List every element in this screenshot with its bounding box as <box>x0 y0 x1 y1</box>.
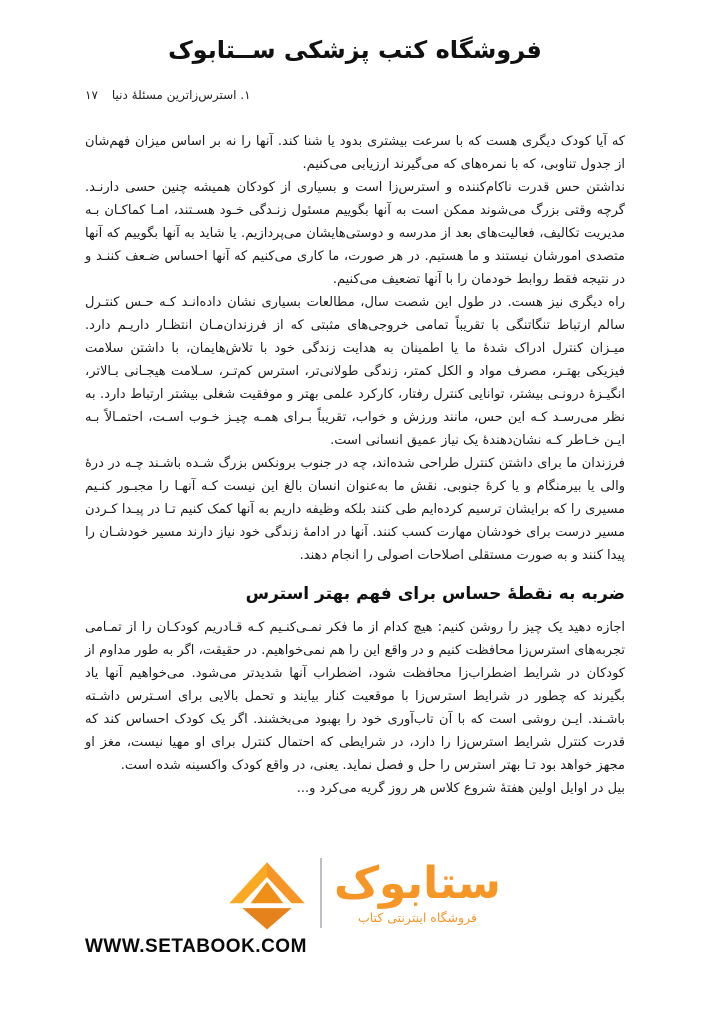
page-number: ۱۷ <box>85 88 98 102</box>
setabook-logo-icon <box>226 854 308 932</box>
brand-name: ستابوک <box>334 857 501 909</box>
store-header-title: فروشگاه کتب پزشکی ســتابوک <box>168 36 542 64</box>
paragraph: اجازه دهید یک چیز را روشن کنیم: هیچ کدام از ما فکر نمـی‌کنـیم کـه قـادریم کودکـان را از تمـامی تجربه‌های استرس‌زا محافظت کنیم و در واقع این را هم نمی‌خواهیم. در حقیقت، اگر به طور مداوم از کودکان در شرایط اضطراب‌زا محافظت شود، اضطراب آنها شدیدتر می‌شود. می‌خواهیم آنها یاد بگیرند که چطور در شرایط استرس‌زا با موقعیت کنار بیایند و تحمل بالایی برای اسـترس داشـته باشـند. ایـن روشی است که با آن تاب‌آوری خود را بهبود می‌بخشند. اگر یک کودک احساس کند که قدرت کنترل شرایط استرس‌زا را دارد، در شرایطی که احتمال کنترل برای او مهیا نیست، مغز او مجهز خواهد بود تـا بهتر استرس را حل و فصل نماید. یعنی، در واقع کودک واکسینه شده است. <box>85 620 625 773</box>
paragraph: فرزندان ما برای داشتن کنترل طراحی شده‌اند، چه در جنوب برونکس بزرگ شـده باشـند چـه در درهٔ والی یا بیرمنگام و یا کرهٔ جنوبی. نقش ما به‌عنوان انسان بالغ این نیست کـه آنهـا را مجبـور کنـیم مسیری را که برایشان ترسیم کرده‌ایم طی کنند بلکه وظیفه داریم به آنها کمک کنیم تـا در پیـدا کـردن مسیر درست برای خودشان مهارت کسب کنند. آنها در ادامهٔ زندگی خود نیاز دارند مسیر خودشـان را پیدا کنند و به صورت مستقلی اصلاحات اصولی را انجام دهند. <box>85 456 625 563</box>
paragraph: که آیا کودک دیگری هست که با سرعت بیشتری بدود یا شنا کند. آنها را نه بر اساس میزان فهم‌شان از جدول تناوبی، که با نمره‌های که می‌گیرند ارزیابی می‌کنیم. <box>85 134 625 172</box>
running-header <box>85 88 251 102</box>
brand-wordmark <box>334 857 501 926</box>
chapter-title: ۱. استرس‌زاترین مسئلهٔ دنیا <box>111 88 251 102</box>
paragraph: راه دیگری نیز هست. در طول این شصت سال، مطالعات بسیاری نشان داده‌انـد کـه حـس کنتـرل سالم ارتباط تنگاتنگی با تقریباً تمامی خروجی‌های مثبتی که از فرزندان‌مـان انتظـار داریـم دارد. میـزان کنترل ادراک شدهٔ ما یا اطمینان به هدایت زندگی خود با تلاش‌هایمان، با داشتن سلامت فیزیکی بهتـر، مصرف مواد و الکل کمتر، زندگی طولانی‌تر، استرس کم‌تـر، سـلامت هیجـانی بـالاتر، انگیـزهٔ درونـی بیشتر، توانایی کنترل رفتار، کارکرد علمی بهتر و موفقیت شغلی بیشتر ارتباط دارد. به نظر می‌رسـد کـه این حس، مانند ورزش و خواب، تقریباً بـرای همـه چیـز خـوب اسـت، احتمـالاً بـه ایـن خـاطر کـه نشان‌دهندهٔ یک نیاز عمیق انسانی است. <box>85 295 625 448</box>
website-url: WWW.SETABOOK.COM <box>85 936 307 957</box>
brand-tagline: فروشگاه اینترنتی کتاب <box>357 910 477 926</box>
section-heading: ضربه به نقطهٔ حساس برای فهم بهتر استرس <box>245 584 625 604</box>
logo-divider <box>320 858 322 928</box>
body-text <box>85 130 625 800</box>
setabook-watermark <box>226 854 501 932</box>
paragraph: نداشتن حس قدرت ناکام‌کننده و استرس‌زا است و بسیاری از کودکان همیشه چنین حسی دارنـد. گرچه وقتی بزرگ می‌شوند ممکن است به آنها بگوییم مسئول زنـدگی خـود هسـتند، امـا کماکـان بـه مدیریت تکالیف، فعالیت‌های بعد از مدرسه و دوستی‌هایشان می‌پردازیم. یا شاید به آنها بگوییم که آنها متصدی امورشان نیستند و ما هستیم. در هر صورت، ما کاری می‌کنیم که آنها احساس ضـعف کننـد و در نتیجه فقط روابط خودمان را با آنها تضعیف می‌کنیم. <box>85 180 625 287</box>
paragraph: بیل در اوایل اولین هفتهٔ شروع کلاس هر روز گریه می‌کرد و... <box>296 781 625 796</box>
